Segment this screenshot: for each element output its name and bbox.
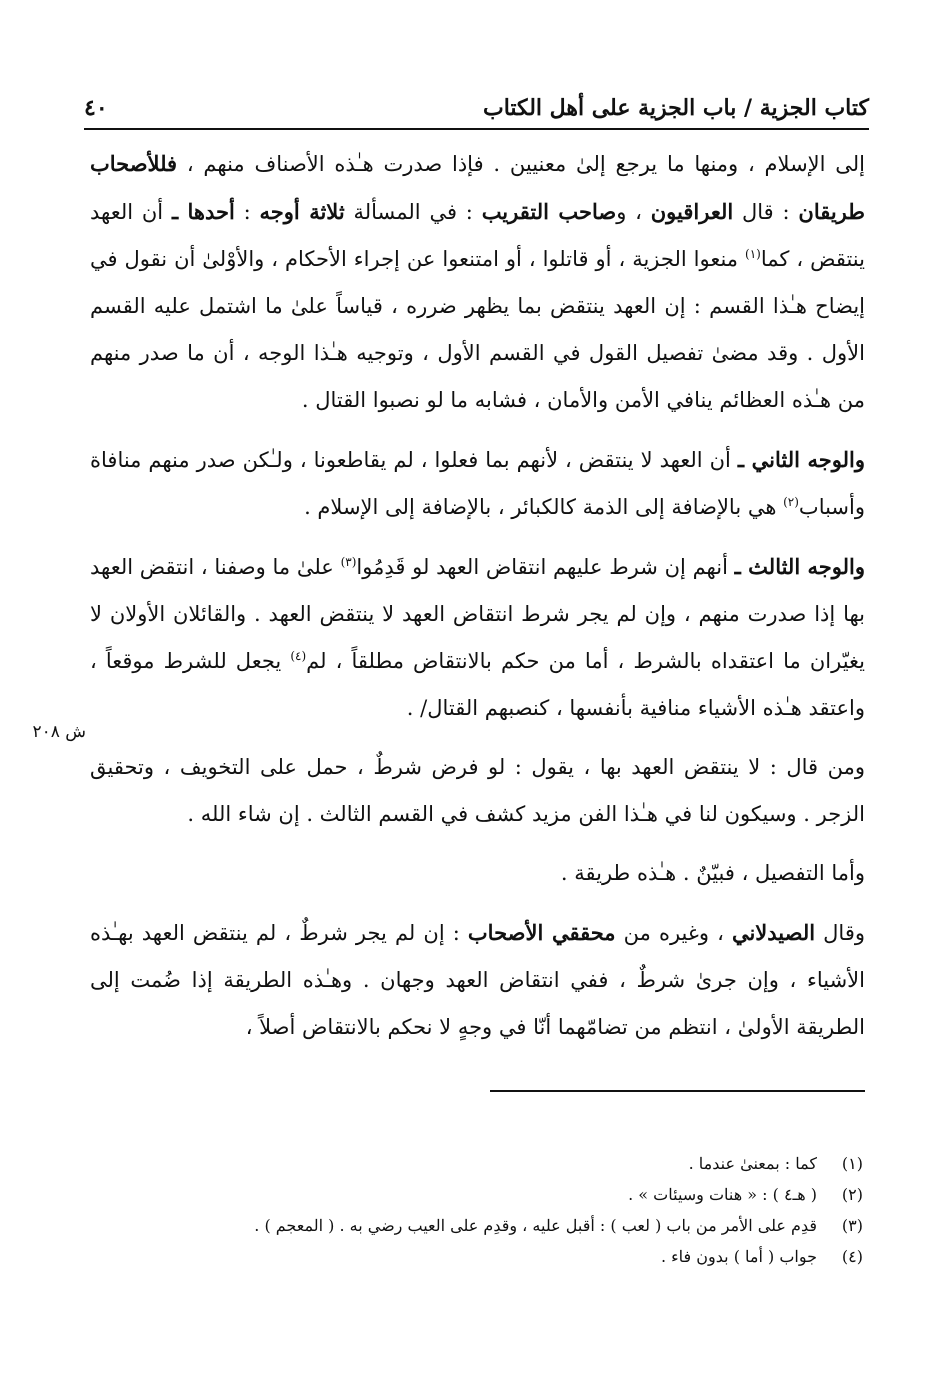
text-run: إلى الإسلام ، ومنها ما يرجع إلىٰ معنيين . فإذا صدرت هـٰذه الأصناف منهم ، <box>177 152 865 176</box>
running-header <box>84 88 869 130</box>
page-number: ٤٠ <box>84 95 108 121</box>
text-run: أن العهد لا ينتقض ، لأنهم بما فعلوا ، لم يقاطعونا ، ولـٰكن صدر منهم منافاة وأسباب <box>90 448 865 519</box>
footnote-text: جواب ( أما ) بدون فاء . <box>660 1247 817 1266</box>
footnote <box>300 1179 863 1210</box>
margin-reference: ش ٢٠٨ <box>32 722 86 742</box>
paragraph-2 <box>90 436 865 531</box>
paragraph-4: ومن قال : لا ينتقض العهد بها ، يقول : لو فرض شرطٌ ، حمل على التخويف ، وتحقيق الزجر . وسيكون لنا في هـٰذا الفن مزيد كشف في القسم الثالث . إن شاء الله . <box>90 755 865 826</box>
bold-term: العراقيون <box>650 199 734 224</box>
bold-term: محققي الأصحاب <box>467 920 616 945</box>
footnote-number: (٣) <box>841 1216 863 1235</box>
text-run: منعوا الجزية ، أو قاتلوا ، أو امتنعوا عن إجراء الأحكام ، والأوْلىٰ أن نقول في إيضاح هـٰذا القسم : إن العهد ينتقض بما يظهر ضرره ، قياساً علىٰ ما اشتمل عليه القسم الأول . وقد مضىٰ تفصيل القول في القسم الأول ، وتوجيه هـٰذا الوجه ، أن ما صدر منهم من هـٰذه العظائم ينافي الأمن والأمان ، فشابه ما لو نصبوا القتال . <box>90 247 865 412</box>
footnote-ref: (٣) <box>340 555 357 569</box>
footnote-ref: (١) <box>745 247 761 261</box>
footnote-separator <box>490 1090 865 1092</box>
footnote-text: ( هـ٤ ) : « هنات وسيئات » . <box>628 1185 817 1204</box>
footnote <box>300 1241 863 1272</box>
bold-term: ثلاثة أوجه <box>259 199 345 224</box>
running-title: كتاب الجزية / باب الجزية على أهل الكتاب <box>483 95 869 121</box>
text-run: : <box>234 200 260 224</box>
footnote-number: (١) <box>841 1154 863 1173</box>
paragraph-3 <box>90 543 865 732</box>
text-run: : قال <box>733 200 799 224</box>
bold-term: صاحب التقريب <box>481 199 617 224</box>
bold-term: فللأصحاب طريقان <box>90 151 865 224</box>
footnote <box>254 1210 863 1241</box>
bold-term: والوجه الثالث ـ <box>734 554 865 579</box>
footnotes <box>254 1148 863 1272</box>
paragraph-6 <box>90 909 865 1051</box>
footnote-text: قدِم على الأمر من باب ( لعب ) : أقبل عليه ، وقدِم على العيب رضي به . ( المعجم ) . <box>254 1216 817 1235</box>
text-run: وقال <box>815 921 865 945</box>
bold-term: الصيدلاني <box>731 920 816 945</box>
footnote <box>300 1148 863 1179</box>
footnote-ref: (٤) <box>290 649 307 663</box>
text-run: علىٰ ما وصفنا ، انتقض العهد بها إذا صدرت منهم ، وإن لم يجر شرط انتقاض العهد لا ينتقض العهد . والقائلان الأولان لا يغيّران ما اعتقداه بالشرط ، أما من حكم بالانتقاض مطلقاً ، لم <box>90 555 866 673</box>
paragraph-1 <box>90 140 865 424</box>
text-run: أنهم إن شرط عليهم انتقاض العهد لو قَدِمُوا <box>356 555 735 579</box>
text-run: أن العهد ينتقض ، كما <box>90 200 865 271</box>
text-run: يجعل للشرط موقعاً ، واعتقد هـٰذه الأشياء منافية بأنفسها ، كنصبهم القتال/ . <box>90 649 865 720</box>
text-run: ، و <box>616 200 651 224</box>
footnote-number: (٢) <box>841 1185 863 1204</box>
footnote-ref: (٢) <box>783 495 799 509</box>
text-run: : إن لم يجر شرطٌ ، لم ينتقض العهد بهـٰذه الأشياء ، وإن جرىٰ شرطٌ ، ففي انتقاض العهد وجهان . وهـٰذه الطريقة إذا ضُمت إلى الطريقة الأولىٰ ، انتظم من تضامّهما أنّا في وجهٍ لا نحكم بالانتقاض أصلاً ، <box>90 921 865 1039</box>
text-run: هي بالإضافة إلى الذمة كالكبائر ، بالإضافة إلى الإسلام . <box>304 495 784 519</box>
footnote-text: كما : بمعنىٰ عندما . <box>688 1154 817 1173</box>
main-text <box>90 140 865 1063</box>
bold-term: والوجه الثاني ـ <box>737 447 865 472</box>
footnote-number: (٤) <box>841 1247 863 1266</box>
bold-term: أحدها ـ <box>171 199 235 224</box>
text-run: ، وغيره من <box>615 921 732 945</box>
paragraph-5: وأما التفصيل ، فبيّنٌ . هـٰذه طريقة . <box>560 861 865 885</box>
text-run: : في المسألة <box>344 200 482 224</box>
